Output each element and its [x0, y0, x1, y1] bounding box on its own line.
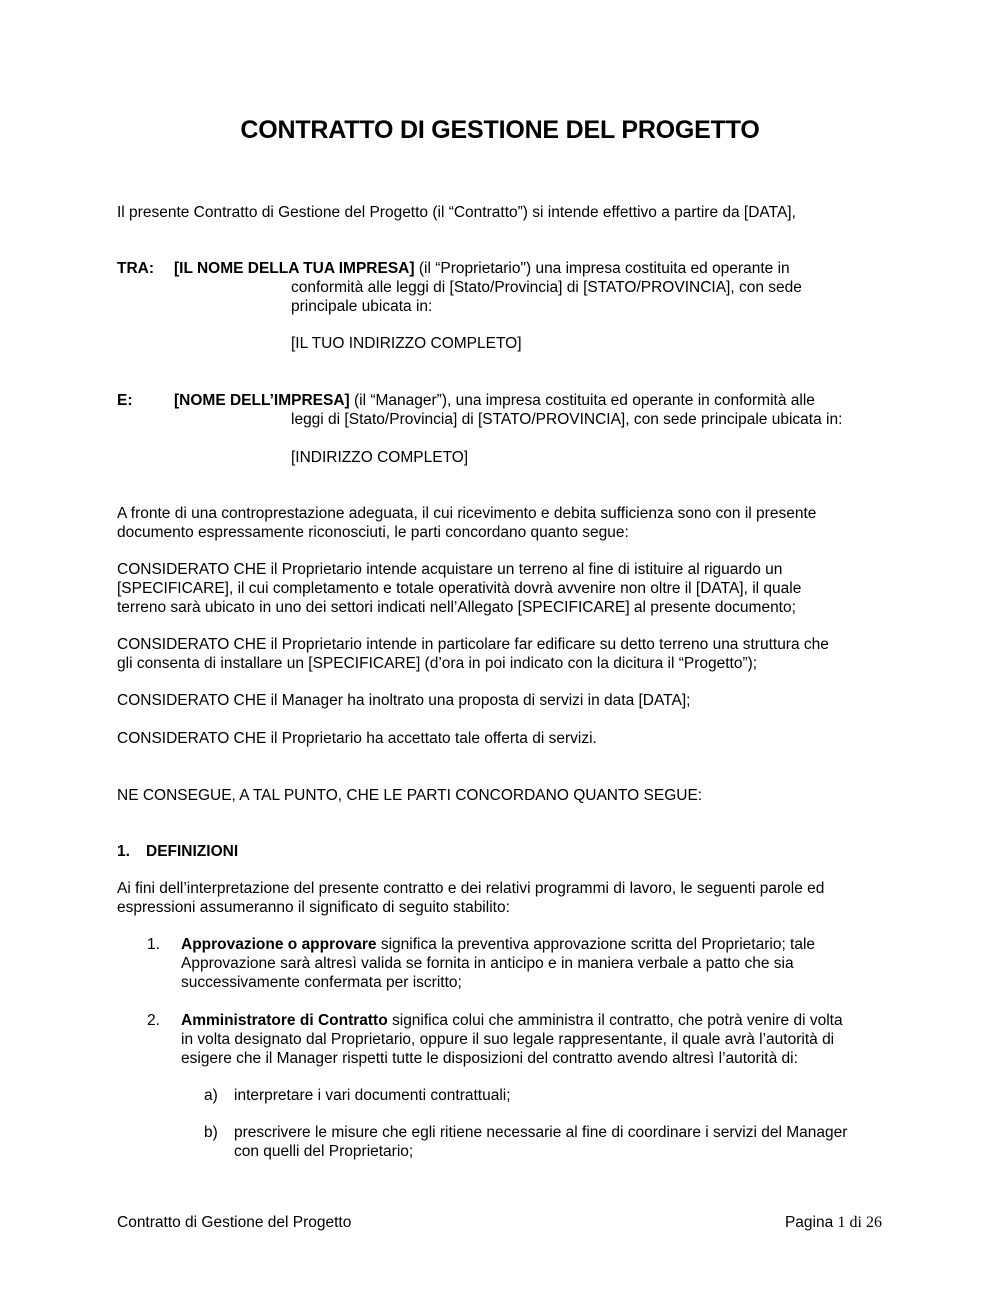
party-e-name: [NOME DELL’IMPRESA]	[174, 392, 350, 409]
definition-term: Approvazione o approvare	[181, 936, 377, 953]
whereas-line: CONSIDERATO CHE il Proprietario intende acquistare un terreno al fine di istituire al riguardo un	[117, 561, 783, 578]
definition-number: 2.	[147, 1012, 160, 1029]
party-e-address: [INDIRIZZO COMPLETO]	[291, 449, 469, 466]
whereas-paragraph-4: CONSIDERATO CHE il Proprietario ha accettato tale offerta di servizi.	[117, 730, 597, 747]
party-e-line1-rest: (il “Manager”), una impresa costituita ed operante in conformità alle	[349, 392, 815, 409]
page-total: 26	[866, 1214, 882, 1231]
definition-line: successivamente confermata per iscritto;	[181, 974, 462, 991]
footer-document-title: Contratto di Gestione del Progetto	[117, 1214, 352, 1231]
definition-line: in volta designato dal Proprietario, oppure il suo legale rappresentante, il quale avrà l’autorità di	[181, 1031, 835, 1048]
section-intro-line: Ai fini dell’interpretazione del presente contratto e dei relativi programmi di lavoro, le seguenti parole ed	[117, 880, 825, 897]
subitem-letter: b)	[204, 1124, 218, 1141]
party-tra-label: TRA:	[117, 260, 155, 277]
definition-line: esigere che il Manager rispetti tutte le disposizioni del contratto avendo altresì l’autorità di:	[181, 1050, 798, 1067]
document-title: CONTRATTO DI GESTIONE DEL PROGETTO	[240, 116, 760, 144]
party-e-label: E:	[117, 392, 133, 409]
footer-page-number	[785, 1213, 882, 1232]
subitem-line: interpretare i vari documenti contrattuali;	[234, 1087, 511, 1104]
definition-term: Amministratore di Contratto	[181, 1012, 388, 1029]
whereas-line: [SPECIFICARE], il cui completamento e totale operatività dovrà avvenire non oltre il [DATA], il quale	[117, 580, 802, 597]
whereas-line: gli consenta di installare un [SPECIFICARE] (d’ora in poi indicato con la dicitura il “Progetto”);	[117, 655, 758, 672]
section-intro-line: espressioni assumeranno il significato di seguito stabilito:	[117, 899, 510, 916]
whereas-paragraph-3: CONSIDERATO CHE il Manager ha inoltrato una proposta di servizi in data [DATA];	[117, 692, 691, 709]
definition-line	[181, 1011, 843, 1030]
consideration-line: A fronte di una controprestazione adeguata, il cui ricevimento e debita sufficienza sono con il presente	[117, 505, 817, 522]
party-tra-line1-rest: (il “Proprietario") una impresa costituita ed operante in	[414, 260, 790, 277]
definition-text: significa colui che amministra il contratto, che potrà venire di volta	[387, 1012, 843, 1029]
intro-paragraph: Il presente Contratto di Gestione del Progetto (il “Contratto”) si intende effettivo a partire da [DATA],	[117, 204, 796, 221]
definition-number: 1.	[147, 936, 160, 953]
page-current: 1	[837, 1214, 846, 1231]
subitem-line: prescrivere le misure che egli ritiene necessarie al fine di coordinare i servizi del Manager	[234, 1124, 848, 1141]
agreement-statement: NE CONSEGUE, A TAL PUNTO, CHE LE PARTI CONCORDANO QUANTO SEGUE:	[117, 787, 703, 804]
party-tra-line1	[174, 259, 790, 278]
party-tra-line3: principale ubicata in:	[291, 298, 433, 315]
consideration-line: documento espressamente riconosciuti, le parti concordano quanto segue:	[117, 524, 629, 541]
subitem-letter: a)	[204, 1087, 218, 1104]
subitem-line: con quelli del Proprietario;	[234, 1143, 414, 1160]
page-label: Pagina	[784, 1214, 838, 1231]
section-number: 1.	[117, 843, 130, 860]
party-e-line2: leggi di [Stato/Provincia] di [STATO/PROVINCIA], con sede principale ubicata in:	[291, 411, 843, 428]
party-tra-line2: conformità alle leggi di [Stato/Provincia] di [STATO/PROVINCIA], con sede	[291, 279, 802, 296]
definition-text: significa la preventiva approvazione scritta del Proprietario; tale	[376, 936, 816, 953]
party-e-line1	[174, 391, 815, 410]
section-heading: DEFINIZIONI	[146, 843, 239, 860]
party-tra-address: [IL TUO INDIRIZZO COMPLETO]	[291, 335, 522, 352]
party-tra-name: [IL NOME DELLA TUA IMPRESA]	[174, 260, 415, 277]
page-separator: di	[845, 1214, 866, 1231]
definition-line	[181, 935, 815, 954]
definition-line: Approvazione sarà altresì valida se fornita in anticipo e in maniera verbale a patto che sia	[181, 955, 794, 972]
whereas-line: terreno sarà ubicato in uno dei settori indicati nell’Allegato [SPECIFICARE] al presente documento;	[117, 599, 796, 616]
whereas-line: CONSIDERATO CHE il Proprietario intende in particolare far edificare su detto terreno una struttura che	[117, 636, 829, 653]
